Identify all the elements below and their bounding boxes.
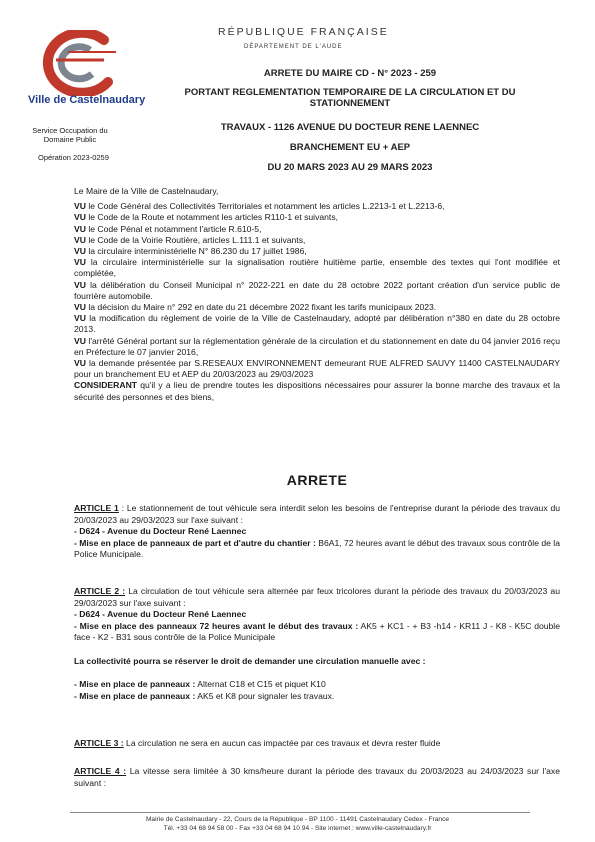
preamble-item [74,257,560,279]
preamble-item-keyword: VU [74,234,86,245]
preamble-item-text: le Code Pénal et notamment l'article R.610-5, [85,223,262,234]
town-name: Ville de Castelnaudary [28,94,146,106]
article-3-label: ARTICLE 3 : [74,738,124,748]
preamble-item-keyword: VU [74,358,86,369]
article-4-label: ARTICLE 4 : [74,766,127,776]
preamble-item-text: la décision du Maire n° 292 en date du 21 décembre 2022 fixant les tarifs municipaux 2023. [85,302,437,313]
preamble-list [74,201,560,403]
works-title: TRAVAUX - 1126 AVENUE DU DOCTEUR RENE LAENNEC [220,122,480,133]
article-1-label: ARTICLE 1 [74,503,119,513]
article-2-manual-2-label: - Mise en place de panneaux : [74,690,196,701]
preamble-intro: Le Maire de la Ville de Castelnaudary, [74,186,219,196]
article-1-panels-text: B6A1, 72 heures avant le début des travaux sous contrôle de la Police Municipale. [74,537,560,559]
article-2-label: ARTICLE 2 : [74,586,126,596]
preamble-item-keyword: VU [74,223,86,234]
article-2-panels-text: AK5 + KC1 - + B3 -h14 - KR11 J - K8 - K5C double face - K2 - B31 sous contrôle de la Police Municipale [74,620,560,642]
republic-heading: RÉPUBLIQUE FRANÇAISE [218,26,389,38]
preamble-item-keyword: CONSIDERANT [74,380,138,391]
article-3 [74,738,560,750]
preamble-item-keyword: VU [74,313,86,324]
article-2-text: La circulation de tout véhicule sera alternée par feux tricolores durant la période des travaux du 20/03/2023 au 29/03/2023 sur l'axe suivant : [74,586,560,608]
preamble-item-keyword: VU [74,212,86,223]
article-2-manual-2-text: AK5 et K8 pour signaler les travaux. [195,690,335,701]
preamble-item [74,246,560,257]
works-period: DU 20 MARS 2023 AU 29 MARS 2023 [267,162,433,173]
article-3-text: La circulation ne sera en aucun cas impactée par ces travaux et devra rester fluide [123,738,441,748]
preamble-item-keyword: VU [74,201,86,212]
article-2-road: - D624 - Avenue du Docteur René Laennec [74,609,247,619]
preamble-item [74,235,560,246]
preamble-item-text: l'arrêté Général portant sur la réglementation générale de la circulation et du stationnement en date du 04 janvier 2016 reçu en Préfecture le 07 janvier 2016, [74,335,560,357]
article-4-text: La vitesse sera limitée à 30 kms/heure durant la période des travaux du 20/03/2023 au 24/03/2023 sur l'axe suivant : [74,766,560,788]
preamble-item [74,380,560,402]
article-1-panels-label: - Mise en place de panneaux de part et d'autre du chantier : [74,537,316,548]
preamble-item-text: la demande présentée par S.RESEAUX ENVIRONNEMENT demeurant RUE ALFRED SAUVY 11400 CASTELNAUDARY pour un branchement EU et AEP du 20/03/2023 au 29/03/2023 [74,358,560,380]
article-2 [74,586,560,702]
footer-contact: Tél. +33 04 68 94 58 00 - Fax +33 04 68 94 10 94 - Site internet : www.ville-castelnaudary.fr [163,825,432,832]
preamble-item-keyword: VU [74,257,86,268]
preamble-item-text: la modification du règlement de voirie de la Ville de Castelnaudary, adopté par délibération n°380 en date du 28 octobre 2013. [74,313,560,335]
preamble-item [74,212,560,223]
preamble-item-text: qu'il y a lieu de prendre toutes les dispositions nécessaires pour assurer la bonne marche des travaux et la sécurité des personnes et des biens, [74,380,560,402]
arrete-heading: ARRETE [286,472,348,488]
department-heading: DÉPARTEMENT DE L'AUDE [244,44,343,50]
preamble-item-text: le Code Général des Collectivités Territoriales et notamment les articles L.2213-1 et L.2213-6, [85,201,445,212]
service-name: Service Occupation du Domaine Public [32,126,108,144]
article-2-panels-label: - Mise en place des panneaux 72 heures avant le début des travaux : [74,620,359,631]
footer-divider [70,812,530,813]
preamble [74,186,560,403]
footer-address: Mairie de Castelnaudary - 22, Cours de la République - BP 1100 - 11491 Castelnaudary Cedex - France [145,816,450,823]
operation-number: Opération 2023-0259 [38,153,109,162]
preamble-item-text: la circulaire interministérielle sur la signalisation routière huitième partie, ensemble des textes qui l'ont modifiée et complétée, [74,257,560,279]
article-2-manual-1-text: Alternat C18 et C15 et piquet K10 [195,679,326,689]
preamble-item-text: la circulaire interministérielle N° 86.230 du 17 juillet 1986, [85,246,307,257]
article-4 [74,766,560,789]
preamble-item [74,313,560,335]
preamble-item [74,302,560,313]
preamble-item [74,336,560,358]
works-type: BRANCHEMENT EU + AEP [289,142,411,153]
preamble-item-keyword: VU [74,335,86,346]
article-2-manual: La collectivité pourra se réserver le droit de demander une circulation manuelle avec : [74,655,426,666]
preamble-item-keyword: VU [74,279,86,290]
preamble-item-text: la délibération du Conseil Municipal n° 2022-221 en date du 28 octobre 2022 portant création d'un service public de fourrière automobile. [74,279,560,301]
preamble-item [74,280,560,302]
decree-number: ARRETE DU MAIRE CD - N° 2023 - 259 [263,68,437,79]
article-1-text: : Le stationnement de tout véhicule sera interdit selon les besoins de l'entreprise durant la période des travaux du 20/03/2023 au 29/03/2023 sur l'axe suivant : [74,503,561,525]
castelnaudary-logo [26,30,126,96]
article-2-manual-1-label: - Mise en place de panneaux : [74,679,196,689]
decree-subject: PORTANT REGLEMENTATION TEMPORAIRE DE LA CIRCULATION ET DU STATIONNEMENT [184,87,516,109]
preamble-item [74,201,560,212]
article-1 [74,503,560,561]
preamble-item [74,358,560,380]
preamble-item-text: le Code de la Route et notamment les articles R110-1 et suivants, [85,212,339,223]
preamble-item-keyword: VU [74,302,86,313]
preamble-item-text: le Code de la Voirie Routière, articles L.111.1 et suivants, [85,234,306,245]
article-1-road: - D624 - Avenue du Docteur René Laennec [74,526,247,536]
preamble-item-keyword: VU [74,246,86,257]
preamble-item [74,224,560,235]
footer [0,815,595,833]
